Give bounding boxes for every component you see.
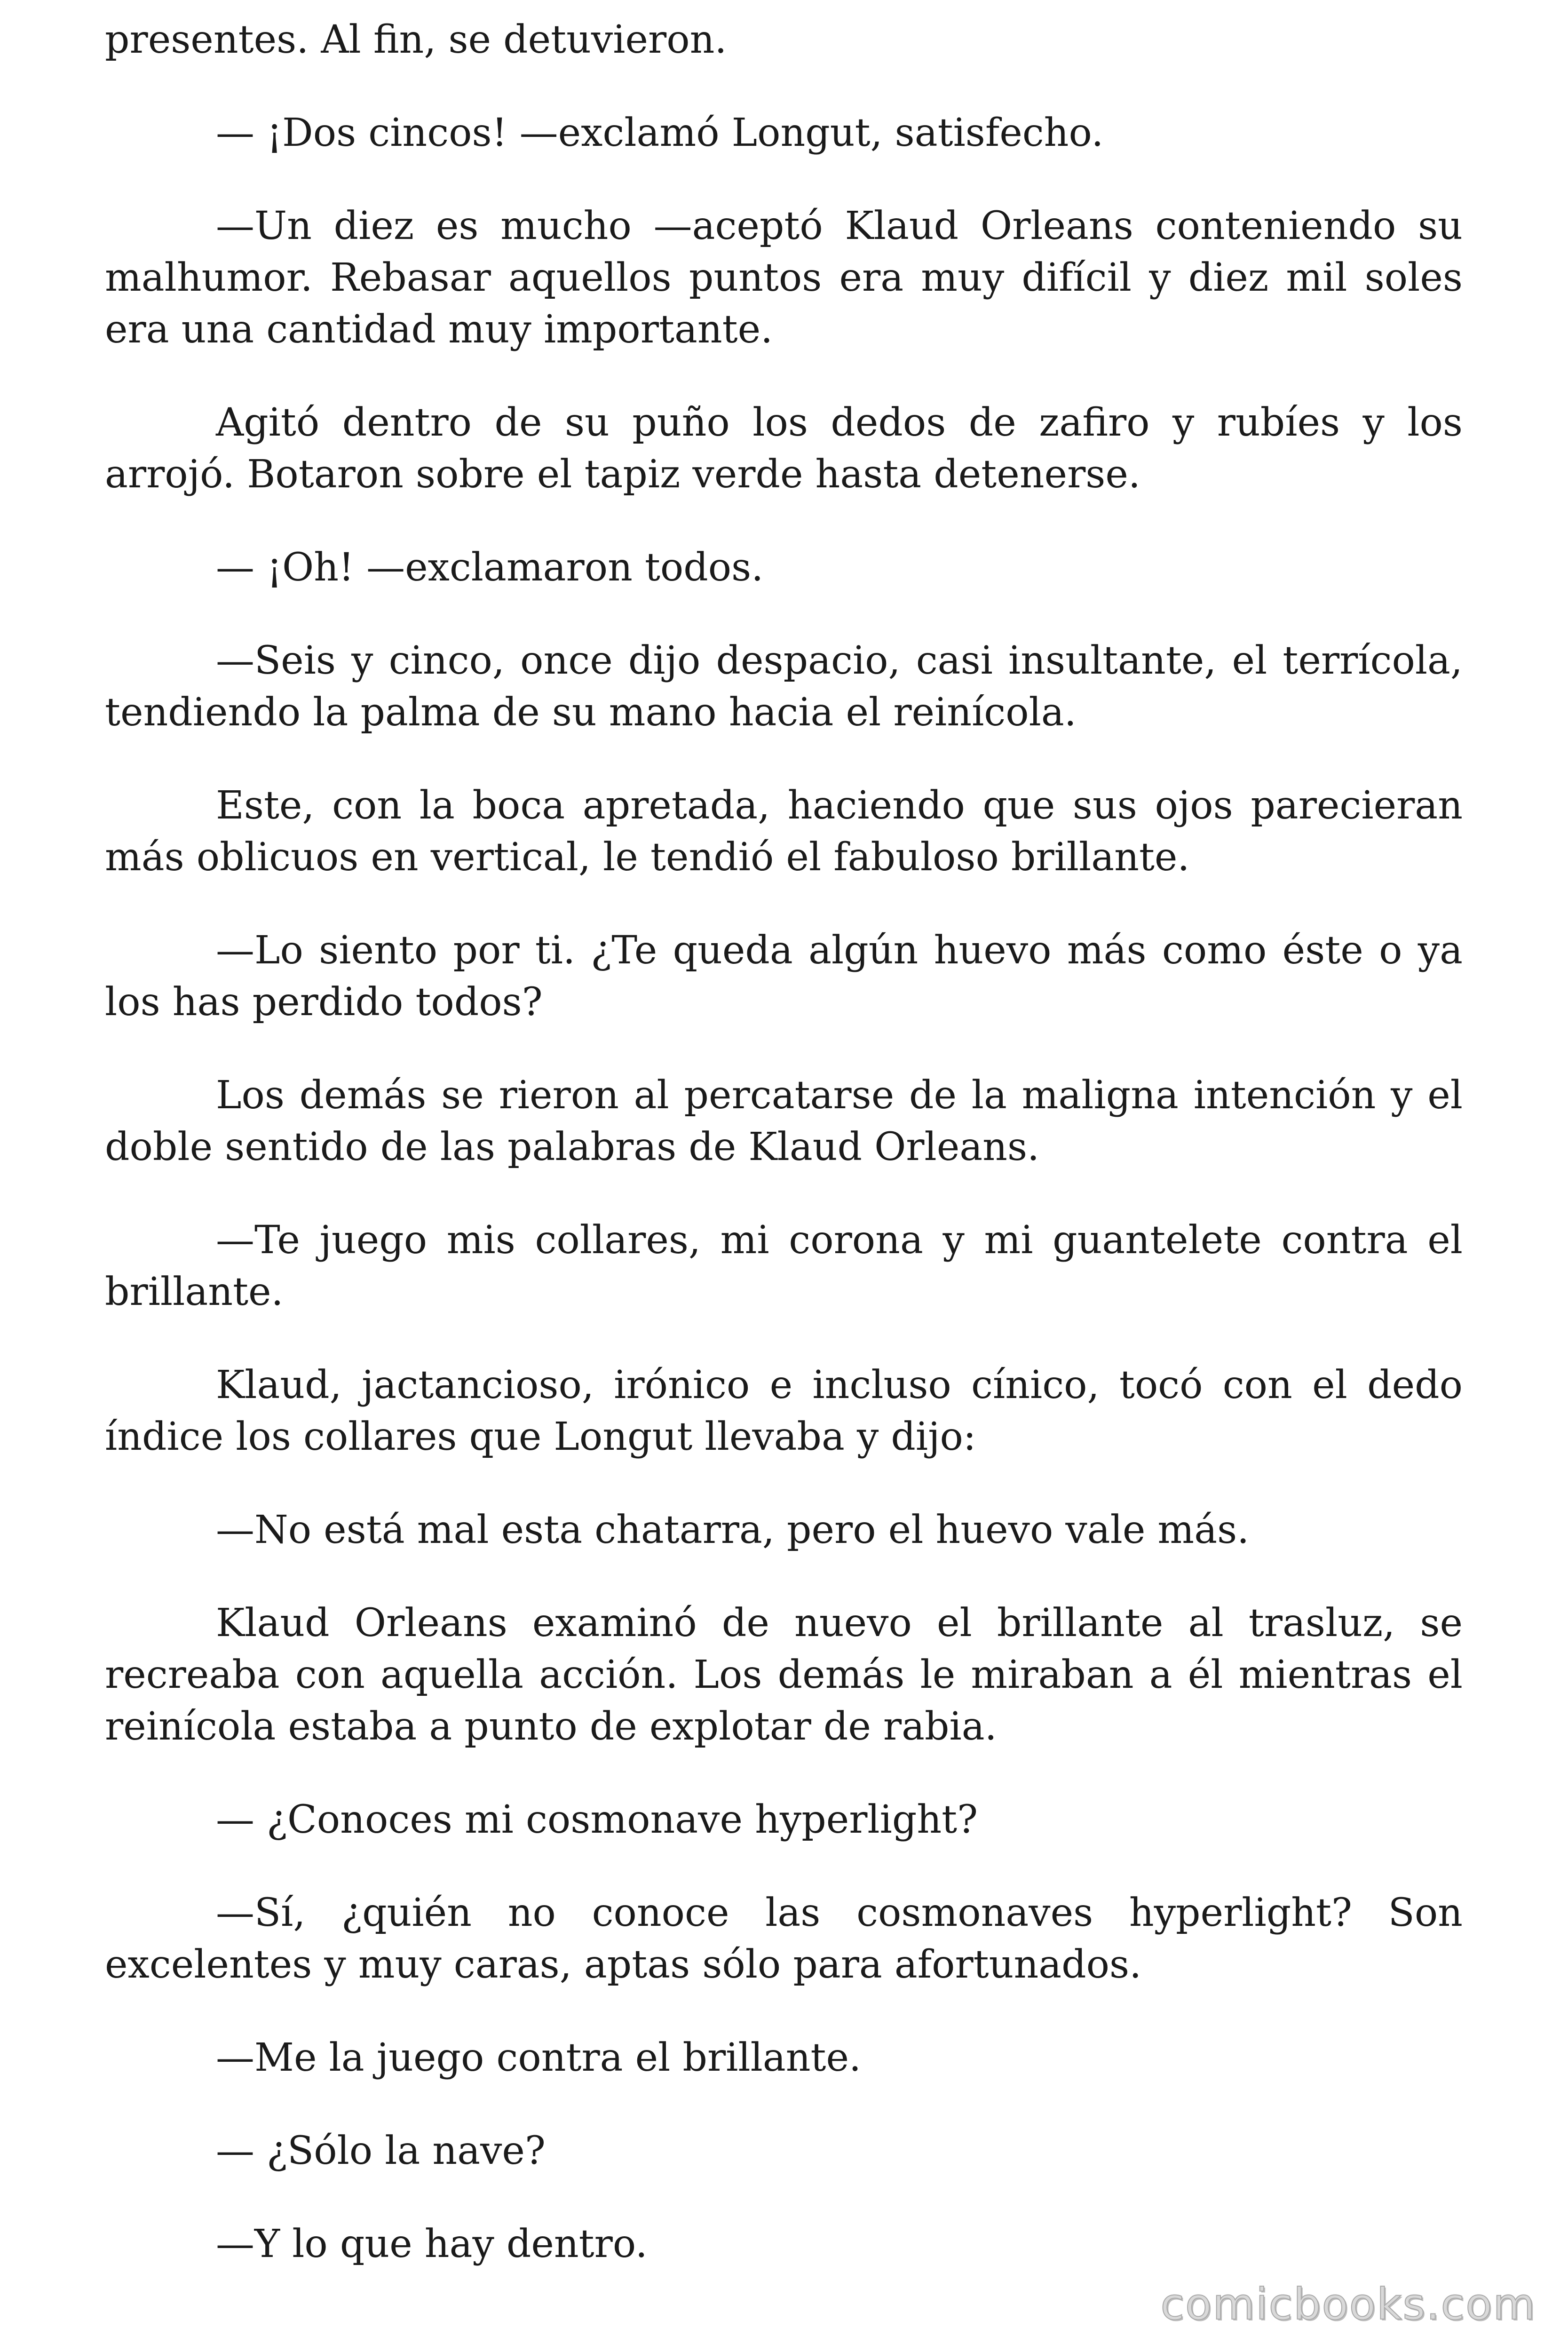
paragraph: —Sí, ¿quién no conoce las cosmonaves hyperlight? Son excelentes y muy caras, aptas sólo para afortunados. bbox=[105, 1891, 1463, 1987]
paragraph: —No está mal esta chatarra, pero el huevo vale más. bbox=[216, 1508, 1250, 1552]
paragraph: — ¡Oh! —exclamaron todos. bbox=[216, 545, 764, 590]
paragraph: —Seis y cinco, once dijo despacio, casi insultante, el terrícola, tendiendo la palma de su mano hacia el reinícola. bbox=[105, 638, 1463, 735]
paragraph: Klaud Orleans examinó de nuevo el brillante al trasluz, se recreaba con aquella acción. Los demás le miraban a él mientras el reinícola estaba a punto de explotar de rabia. bbox=[105, 1601, 1463, 1749]
paragraph: — ¿Conoces mi cosmonave hyperlight? bbox=[216, 1797, 978, 1842]
paragraph: — ¿Sólo la nave? bbox=[216, 2129, 546, 2173]
paragraph: —Lo siento por ti. ¿Te queda algún huevo más como éste o ya los has perdido todos? bbox=[105, 928, 1463, 1025]
paragraph-continuation: presentes. Al fin, se detuvieron. bbox=[105, 17, 727, 62]
body-text bbox=[105, 14, 1463, 2312]
paragraph: —Y lo que hay dentro. bbox=[216, 2222, 648, 2266]
paragraph: Los demás se rieron al percatarse de la maligna intención y el doble sentido de las palabras de Klaud Orleans. bbox=[105, 1073, 1463, 1169]
paragraph: Klaud, jactancioso, irónico e incluso cínico, tocó con el dedo índice los collares que Longut llevaba y dijo: bbox=[105, 1363, 1463, 1459]
paragraph: —Un diez es mucho —aceptó Klaud Orleans conteniendo su malhumor. Rebasar aquellos puntos era muy difícil y diez mil soles era una cantidad muy importante. bbox=[105, 204, 1463, 352]
paragraph: —Me la juego contra el brillante. bbox=[216, 2035, 862, 2080]
paragraph: Agitó dentro de su puño los dedos de zafiro y rubíes y los arrojó. Botaron sobre el tapiz verde hasta detenerse. bbox=[105, 400, 1463, 497]
paragraph: —Te juego mis collares, mi corona y mi guantelete contra el brillante. bbox=[105, 1218, 1463, 1314]
watermark: comicbooks.com bbox=[1160, 2279, 1536, 2329]
paragraph: Este, con la boca apretada, haciendo que sus ojos parecieran más oblicuos en vertical, le tendió el fabuloso brillante. bbox=[105, 783, 1463, 880]
paragraph: — ¡Dos cincos! —exclamó Longut, satisfecho. bbox=[216, 111, 1104, 155]
